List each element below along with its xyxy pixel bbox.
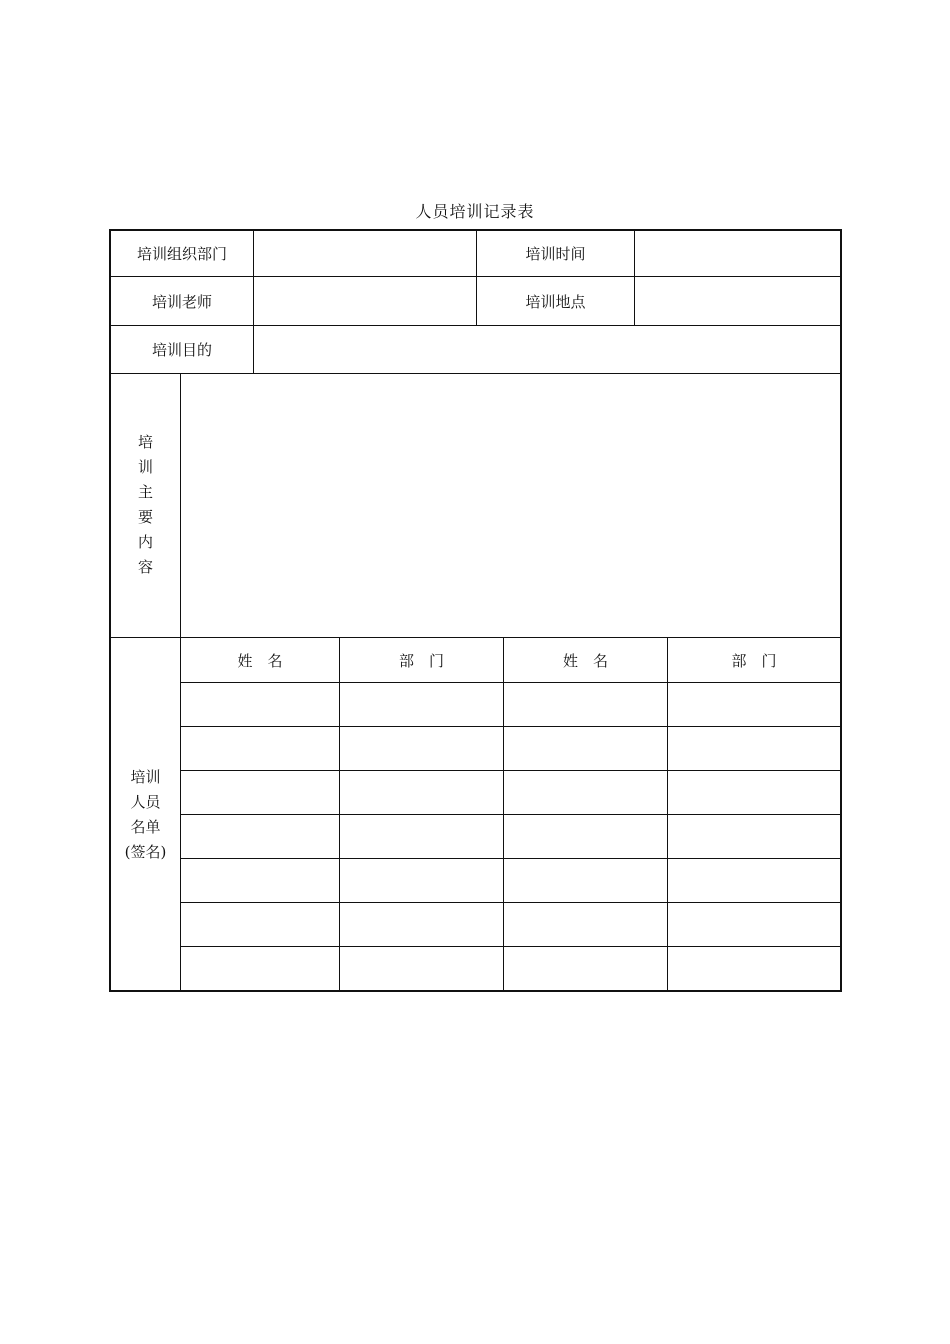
organizer-label: 培训组织部门 — [136, 245, 227, 263]
teacher-field[interactable] — [254, 277, 476, 325]
roster-department-field[interactable] — [340, 903, 503, 946]
roster-department-field[interactable] — [668, 859, 840, 902]
roster-department-field[interactable] — [340, 947, 503, 990]
content-label-char: 容 — [137, 558, 153, 576]
roster-department-field[interactable] — [340, 771, 503, 814]
roster-name-field[interactable] — [181, 815, 339, 858]
roster-name-field[interactable] — [504, 815, 667, 858]
roster-header-name-1: 姓 名 — [237, 651, 283, 670]
document-title: 人员培训记录表 — [415, 202, 535, 221]
roster-name-field[interactable] — [504, 771, 667, 814]
content-label-char: 培 — [137, 433, 153, 451]
roster-header-name-2: 姓 名 — [562, 651, 608, 670]
roster-name-field[interactable] — [181, 947, 339, 990]
roster-department-field[interactable] — [668, 903, 840, 946]
roster-name-field[interactable] — [181, 903, 339, 946]
roster-name-field[interactable] — [181, 771, 339, 814]
roster-label — [111, 763, 180, 867]
roster-department-field[interactable] — [340, 859, 503, 902]
roster-label-line: (签名) — [124, 843, 167, 861]
time-field[interactable] — [635, 231, 840, 276]
content-label-char: 要 — [137, 508, 153, 526]
roster-department-field[interactable] — [668, 815, 840, 858]
roster-header-department-2: 部 门 — [731, 651, 777, 670]
roster-label-line: 人员 — [130, 793, 161, 811]
roster-department-field[interactable] — [668, 683, 840, 726]
roster-department-field[interactable] — [340, 727, 503, 770]
content-label-char: 内 — [137, 533, 153, 551]
roster-name-field[interactable] — [504, 903, 667, 946]
content-label — [111, 430, 180, 580]
location-field[interactable] — [635, 277, 840, 325]
roster-name-field[interactable] — [504, 859, 667, 902]
roster-department-field[interactable] — [668, 771, 840, 814]
roster-name-field[interactable] — [504, 947, 667, 990]
organizer-field[interactable] — [254, 231, 476, 276]
roster-header-department-1: 部 门 — [398, 651, 444, 670]
roster-department-field[interactable] — [668, 727, 840, 770]
content-label-char: 训 — [137, 458, 153, 476]
roster-name-field[interactable] — [181, 727, 339, 770]
roster-name-field[interactable] — [504, 683, 667, 726]
content-field[interactable] — [181, 374, 840, 637]
roster-name-field[interactable] — [504, 727, 667, 770]
teacher-label: 培训老师 — [151, 292, 212, 311]
roster-department-field[interactable] — [340, 683, 503, 726]
location-label: 培训地点 — [525, 292, 586, 311]
purpose-field[interactable] — [254, 326, 840, 373]
roster-name-field[interactable] — [181, 683, 339, 726]
content-label-char: 主 — [137, 483, 153, 501]
roster-department-field[interactable] — [340, 815, 503, 858]
purpose-label: 培训目的 — [151, 341, 212, 359]
time-label: 培训时间 — [525, 245, 586, 263]
roster-name-field[interactable] — [181, 859, 339, 902]
roster-label-line: 培训 — [130, 768, 161, 786]
roster-label-line: 名单 — [130, 818, 161, 836]
roster-department-field[interactable] — [668, 947, 840, 990]
